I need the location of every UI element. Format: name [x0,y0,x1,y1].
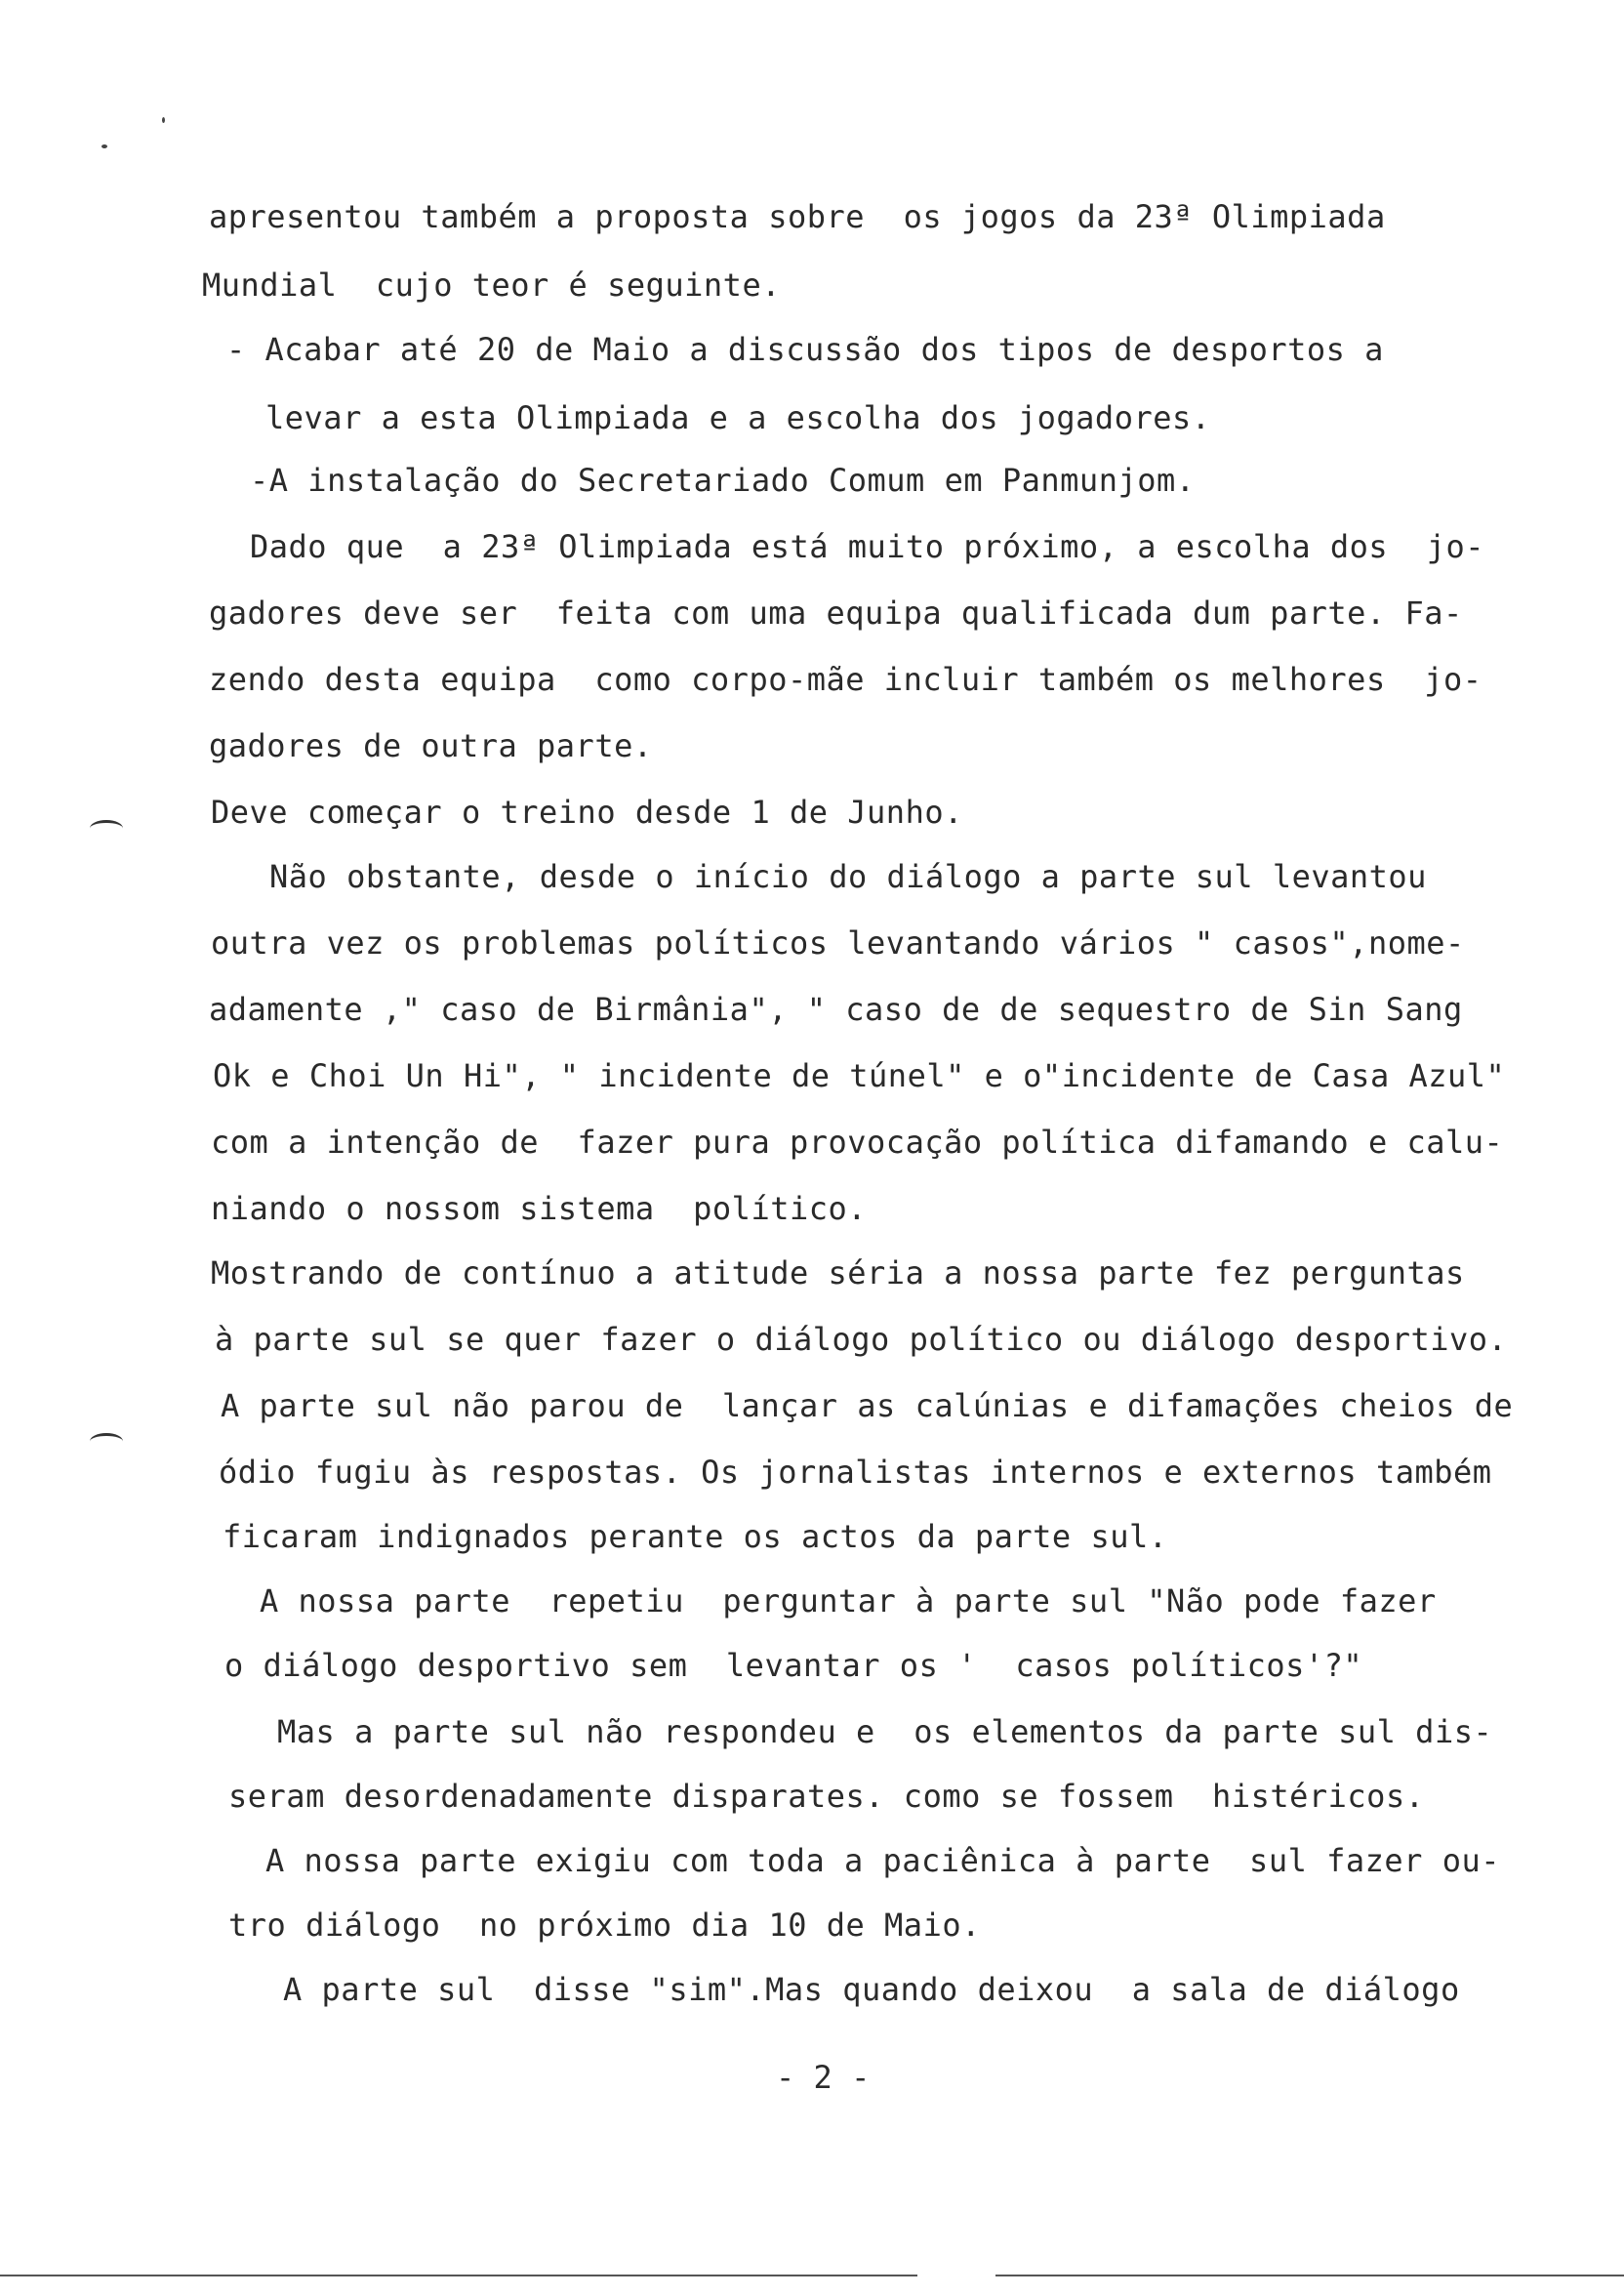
punch-mark [90,820,123,837]
ink-speck [162,117,165,123]
text-line: o diálogo desportivo sem levantar os ' casos políticos'?" [224,1647,1363,1684]
text-line: adamente ," caso de Birmânia", " caso de de sequestro de Sin Sang [209,991,1463,1028]
text-line: ódio fugiu às respostas. Os jornalistas internos e externos também [219,1454,1492,1491]
text-line: Não obstante, desde o início do diálogo a parte sul levantou [269,858,1427,895]
text-line: levar a esta Olimpiada e a escolha dos jogadores. [265,399,1211,436]
text-line: ficaram indignados perante os actos da parte sul. [223,1518,1168,1555]
text-line: gadores deve ser feita com uma equipa qualificada dum parte. Fa- [209,594,1463,632]
bottom-edge-line [0,2275,917,2276]
text-line: - Acabar até 20 de Maio a discussão dos tipos de desportos a [226,331,1384,368]
text-line: Mundial cujo teor é seguinte. [202,266,781,304]
ink-speck [102,144,107,148]
text-line: Mas a parte sul não respondeu e os elementos da parte sul dis- [277,1713,1493,1750]
page-number: - 2 - [776,2059,871,2096]
text-line: seram desordenadamente disparates. como se fossem histéricos. [228,1778,1425,1815]
text-line: -A instalação do Secretariado Comum em Panmunjom. [250,462,1196,499]
text-line: Ok e Choi Un Hi", " incidente de túnel" e o"incidente de Casa Azul" [213,1057,1506,1094]
text-line: tro diálogo no próximo dia 10 de Maio. [228,1906,981,1944]
text-line: A parte sul não parou de lançar as calúnias e difamações cheios de [221,1387,1514,1424]
text-line: A nossa parte repetiu perguntar à parte sul "Não pode fazer [260,1582,1437,1620]
text-line: A nossa parte exigiu com toda a paciênica à parte sul fazer ou- [265,1842,1500,1879]
text-line: zendo desta equipa como corpo-mãe incluir também os melhores jo- [209,661,1482,698]
text-line: niando o nossom sistema político. [211,1190,868,1227]
text-line: com a intenção de fazer pura provocação política difamando e calu- [211,1124,1504,1161]
text-line: Deve começar o treino desde 1 de Junho. [211,794,963,831]
bottom-edge-line [995,2275,1624,2276]
text-line: gadores de outra parte. [209,727,653,764]
text-line: Mostrando de contínuo a atitude séria a nossa parte fez perguntas [211,1254,1465,1292]
text-line: A parte sul disse "sim".Mas quando deixou a sala de diálogo [283,1971,1460,2008]
text-line: outra vez os problemas políticos levantando vários " casos",nome- [211,924,1465,962]
text-line: apresentou também a proposta sobre os jogos da 23ª Olimpiada [209,198,1386,235]
text-line: Dado que a 23ª Olimpiada está muito próximo, a escolha dos jo- [250,528,1484,565]
punch-mark [90,1433,123,1450]
text-line: à parte sul se quer fazer o diálogo político ou diálogo desportivo. [215,1321,1508,1358]
